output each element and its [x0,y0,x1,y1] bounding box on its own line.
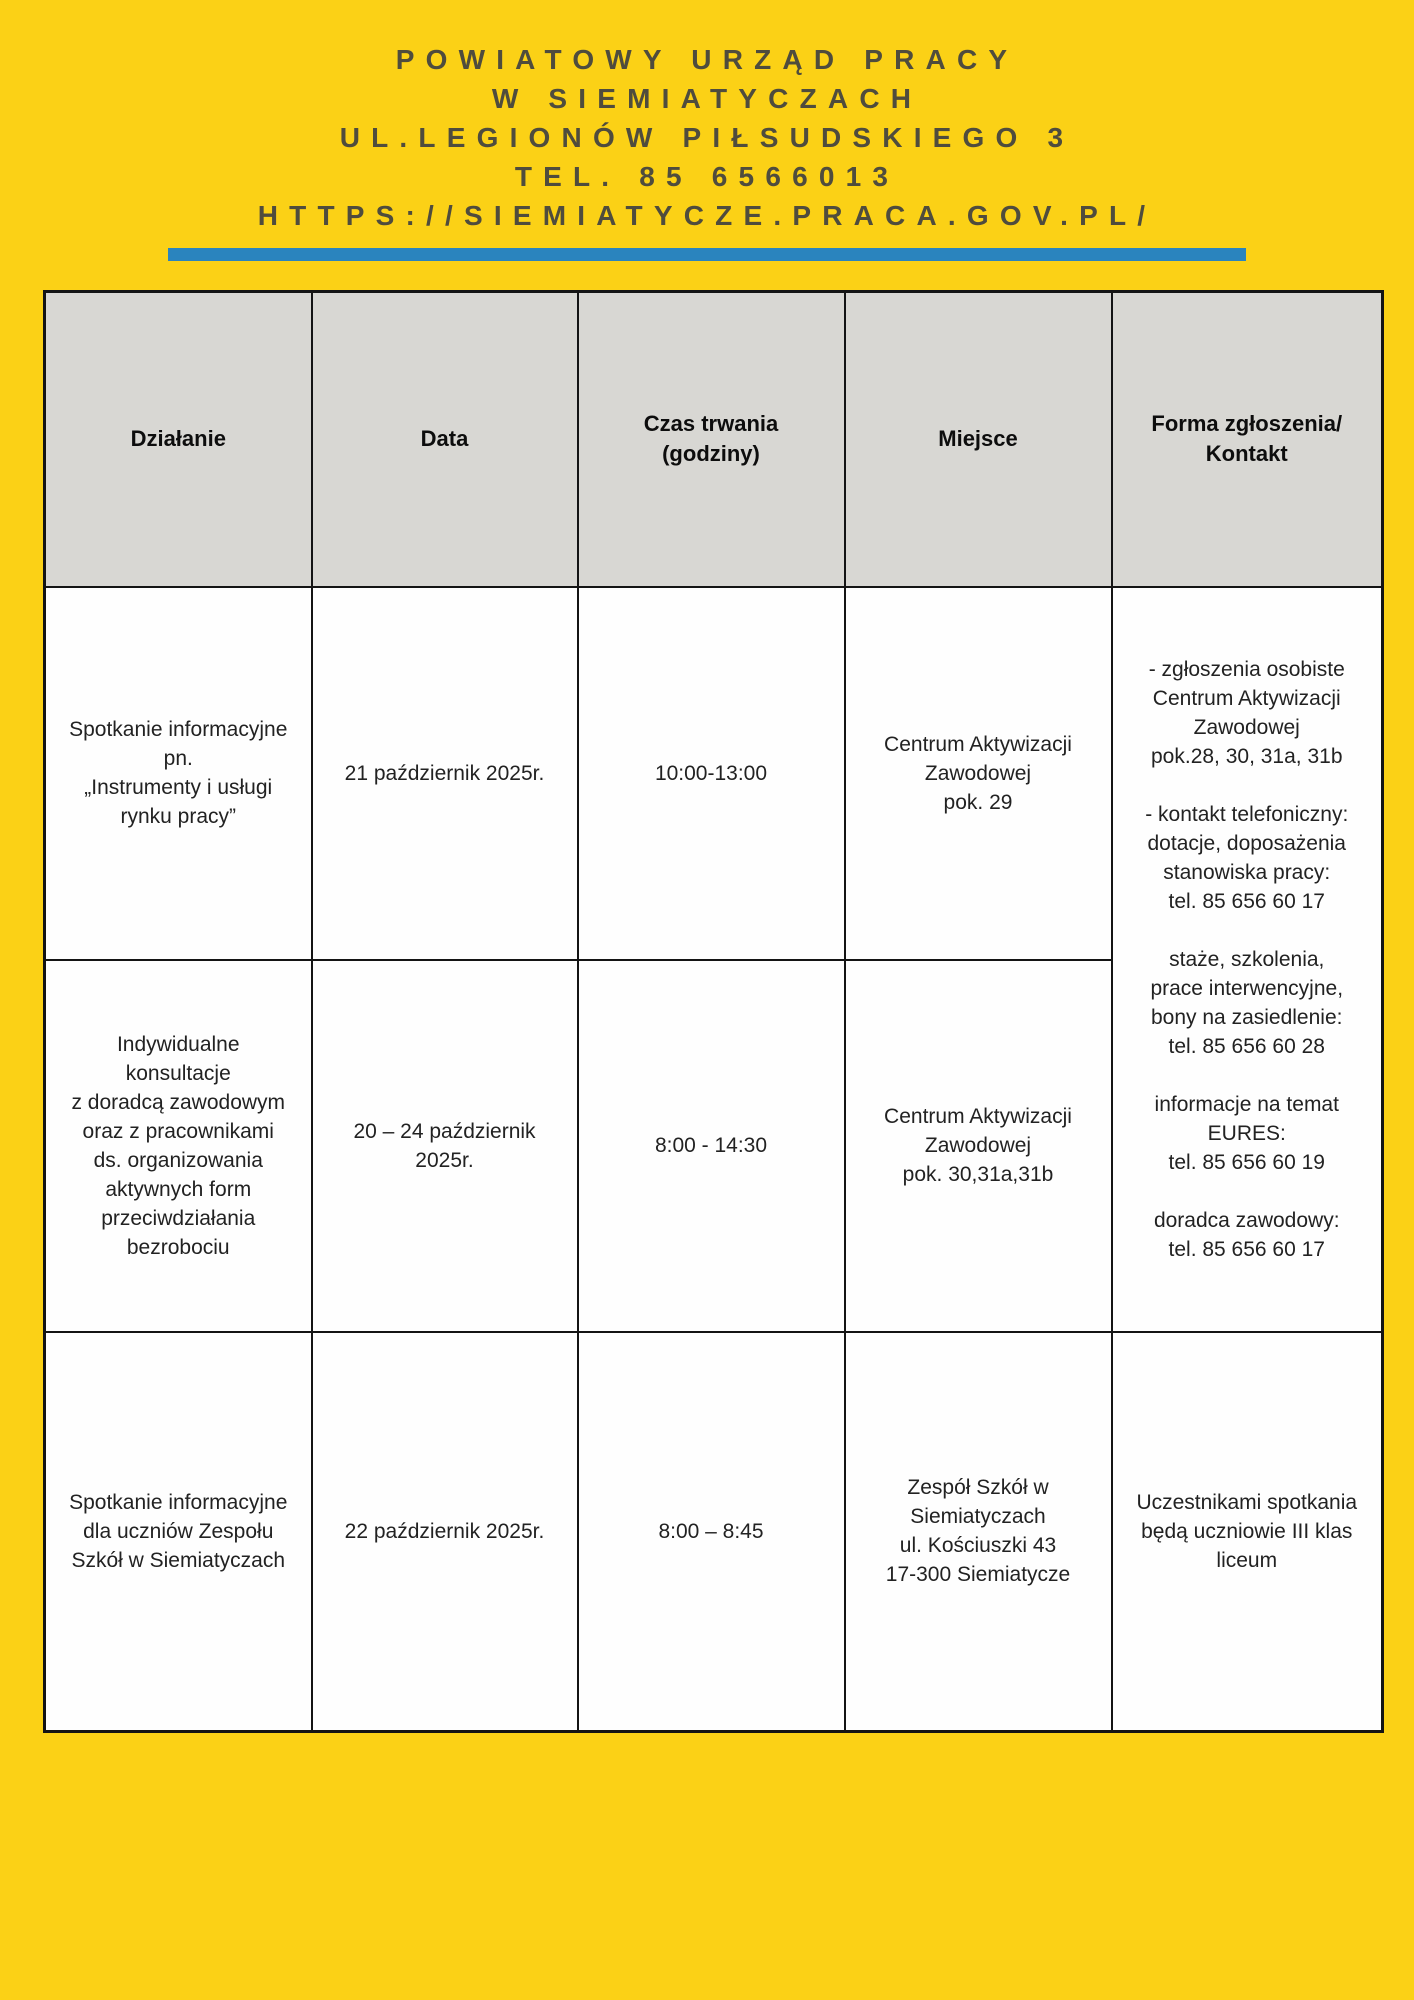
schedule-table [43,290,1384,1733]
cell-row1-miejsce: Centrum Aktywizacji Zawodowej pok. 29 [845,587,1112,960]
cell-row2-data: 20 – 24 październik 2025r. [312,960,578,1332]
table-row [45,1332,1383,1732]
table-header-row [45,292,1383,587]
cell-row3-dzialanie: Spotkanie informacyjne dla uczniów Zespołu Szkół w Siemiatyczach [45,1332,312,1732]
cell-row2-czas: 8:00 - 14:30 [578,960,845,1332]
header-phone: TEL. 85 6566013 [514,161,900,192]
col-header-dzialanie: Działanie [45,292,312,587]
col-header-forma-zgloszenia: Forma zgłoszenia/ Kontakt [1112,292,1383,587]
cell-row1-data: 21 październik 2025r. [312,587,578,960]
col-header-data: Data [312,292,578,587]
cell-row2-miejsce: Centrum Aktywizacji Zawodowej pok. 30,31a,31b [845,960,1112,1332]
cell-forma-merged-rows1-2: - zgłoszenia osobiste Centrum Aktywizacji Zawodowej pok.28, 30, 31a, 31b - kontakt telefoniczny: dotacje, doposażenia stanowiska pracy: tel. 85 656 60 17 staże, szkolenia, prace interwencyjne, bony na zasiedlenie: tel. 85 656 60 28 informacje na temat EURES: tel. 85 656 60 19 doradca zawodowy: tel. 85 656 60 17 [1112,587,1383,1332]
cell-row1-dzialanie: Spotkanie informacyjne pn. „Instrumenty i usługi rynku pracy” [45,587,312,960]
header-org-name: POWIATOWY URZĄD PRACY [395,44,1019,75]
header-org-city: W SIEMIATYCZACH [491,83,923,114]
cell-row3-miejsce: Zespół Szkół w Siemiatyczach ul. Kościuszki 43 17-300 Siemiatycze [845,1332,1112,1732]
cell-row2-dzialanie: Indywidualne konsultacje z doradcą zawodowym oraz z pracownikami ds. organizowania aktywnych form przeciwdziałania bezrobociu [45,960,312,1332]
cell-row3-data: 22 październik 2025r. [312,1332,578,1732]
header-street-address: UL.LEGIONÓW PIŁSUDSKIEGO 3 [339,122,1075,153]
accent-bar [168,248,1246,261]
flyer-header [0,0,1414,235]
col-header-miejsce: Miejsce [845,292,1112,587]
cell-row3-czas: 8:00 – 8:45 [578,1332,845,1732]
col-header-czas-trwania: Czas trwania (godziny) [578,292,845,587]
header-website-url: HTTPS://SIEMIATYCZE.PRACA.GOV.PL/ [257,200,1157,231]
table-row [45,587,1383,960]
cell-row1-czas: 10:00-13:00 [578,587,845,960]
cell-row3-forma: Uczestnikami spotkania będą uczniowie III klas liceum [1112,1332,1383,1732]
